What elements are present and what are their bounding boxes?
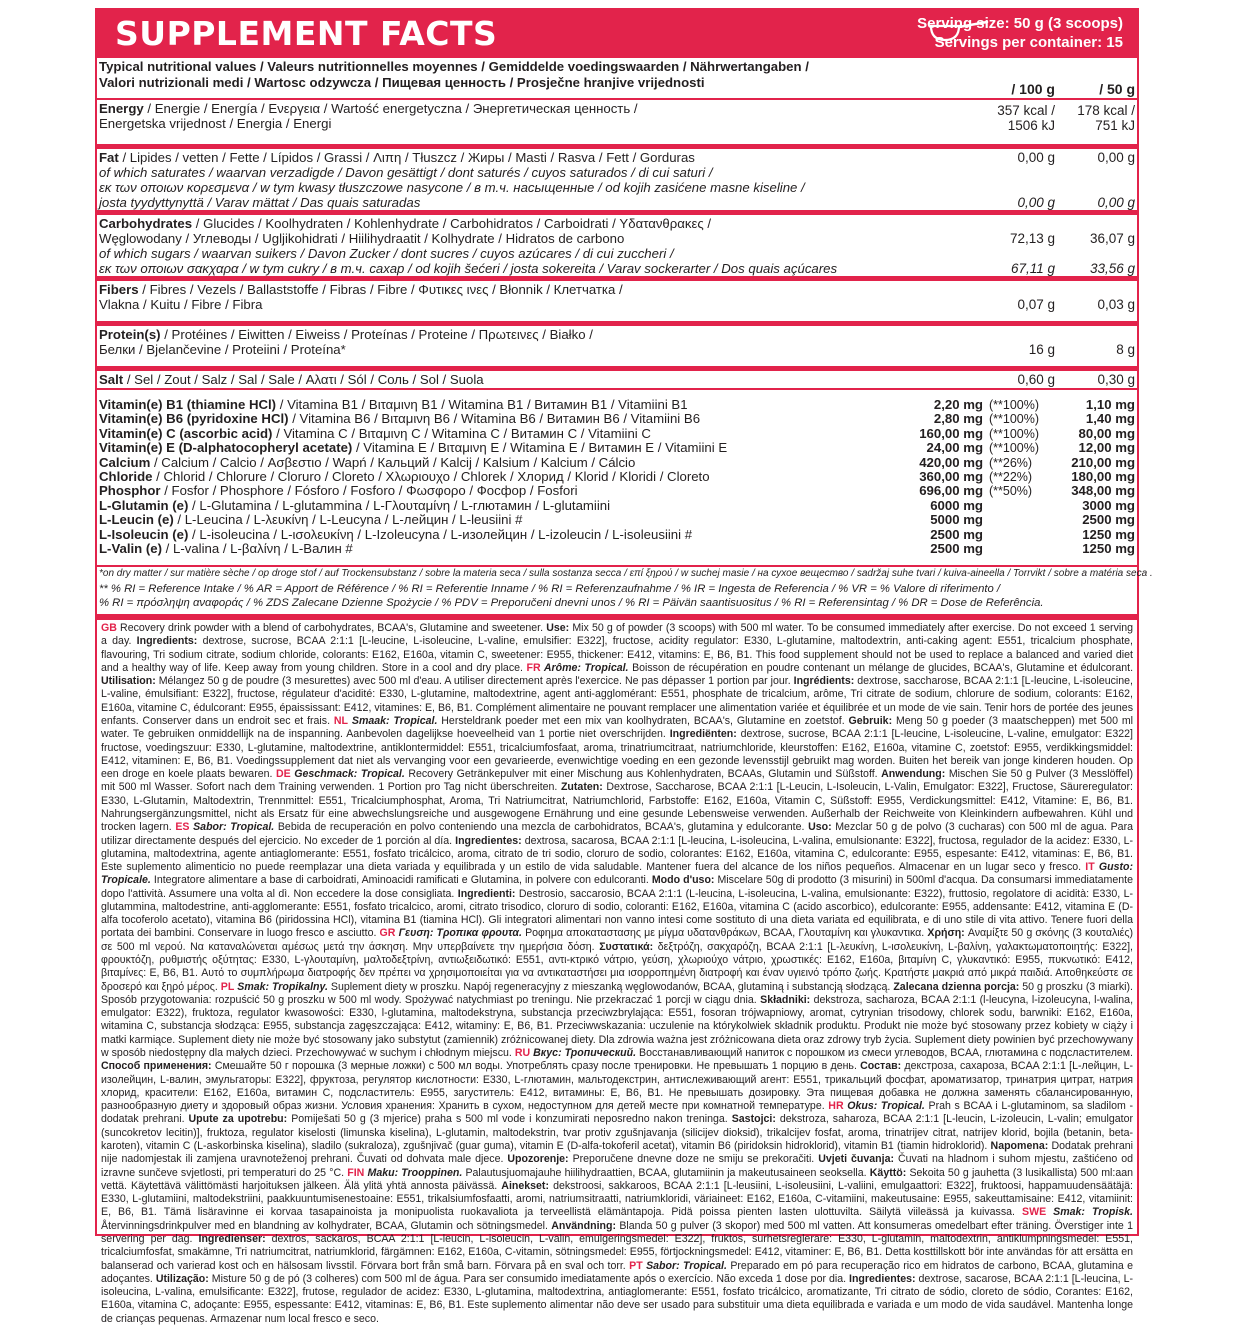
reference-intake: (**100%) bbox=[989, 426, 1040, 441]
flavour-label: Smaak: Tropical. bbox=[348, 714, 442, 727]
body-text: dekstroza, saharoza, BCAA 2:1:1 [L-leucin, L-izoleucin, L-valin; emulgator (suncokretov lecitin)], fruktoza, regulator kiselosti (limunska kiselina), L-glutamin, maltodekstrin, tvar protiv zgušnjavanja (silicijev dioksid), trikalcijev fosfat, aroma, trinatrijev citrat, natrijev klorid, bojila (betanin, beta-karoten), vitamin C (L-askorbinska kiselina), sladilo (sukraloza), zgušnjivač (guar guma), vitamin E (D-alfa-tokoferil acetat), vitamin B6 (piridoksin hidroklorid), vitamin B1 (tiamin hidroklorid). bbox=[101, 1113, 1133, 1152]
value-per-50g: 210,00 mg bbox=[1071, 454, 1135, 470]
value-per-50g: 36,07 g bbox=[1089, 231, 1135, 246]
vitamin-row bbox=[97, 499, 1137, 513]
nutrient-label: Fibers / Fibres / Vezels / Ballaststoffe / Fibras / Fibre / Φυτικες ινες / Błonnik / Клетчатка / Vlakna / Kuitu / Fibre / Fibra bbox=[99, 282, 623, 312]
vitamin-name: L-Valin (e) / L-valina / L-βαλίνη / L-Валин # bbox=[99, 540, 353, 556]
body-text: dextros, sackaros, BCAA 2:1:1 [L-leucin, L-isoleucin, L-valin, emulgeringsmedel: E322], fruktos, surhetsreglerare: E330, L-glutamin, maltodextrin, antiklumpningsmedel: E551, tricalciumfosfat, smakämne, Tri natriumcitrat, natriumklorid, färgämnen: E162, E160a, C-vitamin, sötningsmedel: E955, förtjockningsmedel: E412, vitaminer: E, B6, B1. Detta kosttillskott bör inte användas för att ersätta en balanserad och varierad kost och en hälsosam livsstil. Förvara bort från små barn. Förvara på en sval och torr. bbox=[101, 1232, 1133, 1272]
vitamin-name: Vitamin(e) B1 (thiamine HCl) / Vitamina B1 / Βιταμινη B1 / Witamina B1 / Витамин B1 / Vitamiini B1 bbox=[99, 397, 688, 412]
nutrient-label: Salt / Sel / Zout / Salz / Sal / Sale / Αλατι / Sól / Соль / Sol / Suola bbox=[99, 372, 484, 387]
dry-matter-note: *on dry matter / sur matière sèche / op droge stof / auf Trockensubstanz / sobre la materia seca / sulla sostanza secca / επί ξηρού / w suchej masie / на сухое вещество / sadržaj suhe tvari / kuiva-aineella / Torrvikt / sobre a matéria seca . bbox=[99, 568, 1153, 579]
column-header-label: Typical nutritional values / Valeurs nutritionnelles moyennes / Gemiddelde voedingswaarden / Nährwertangaben / Valori nutrizionali medi / Wartosc odzywcza / Пищевая ценность / Prosječne hranjive vrijednosti bbox=[99, 59, 809, 90]
value-per-100g: 2500 mg bbox=[930, 540, 983, 556]
language-code: ES bbox=[175, 821, 190, 834]
value-per-100g: 0,60 g bbox=[1017, 372, 1055, 387]
value-per-100g: 420,00 mg bbox=[919, 454, 983, 470]
value-per-50g: 0,30 g bbox=[1097, 372, 1135, 387]
language-code: SWE bbox=[1022, 1206, 1047, 1219]
language-code: GB bbox=[101, 622, 117, 634]
value-per-100g: 6000 mg bbox=[930, 497, 983, 513]
value-per-50g: 751 kJ bbox=[1095, 118, 1135, 133]
section-heading: Ingredientes: bbox=[455, 834, 525, 847]
section-heading: Uvjeti čuvanja: bbox=[818, 1153, 898, 1166]
nutrient-label: Energy / Energie / Energía / Ενεργεια / Wartość energetyczna / Энергетическая ценность / Energetska vrijednost / Energia / Energi bbox=[99, 101, 638, 131]
vitamin-row bbox=[97, 484, 1137, 498]
body-text: Αναμίξτε 50 g σκόνης (3 κουταλιές) σε 500 ml νερού. Να καταναλώνεται αμέσως μετά την άσκηση. Μην υπερβαίνετε την ημερήσια δόση. bbox=[101, 927, 1133, 953]
section-heading: Χρήση: bbox=[927, 927, 968, 940]
value-per-50g: 180,00 mg bbox=[1071, 468, 1135, 484]
body-text: Recovery drink powder with a blend of carbohydrates, BCAA's, Glutamine and sweetener. bbox=[120, 622, 547, 634]
section-heading: Användning: bbox=[551, 1219, 620, 1232]
value-per-50g: 0,00 g bbox=[1097, 150, 1135, 165]
value-per-50g: 80,00 mg bbox=[1078, 425, 1135, 441]
vitamin-row bbox=[97, 412, 1137, 426]
vitamin-row bbox=[97, 456, 1137, 470]
nutrient-row bbox=[97, 100, 1137, 144]
ingredients-text bbox=[97, 620, 1137, 1325]
body-text: Boisson de récupération en poudre contenant un mélange de glucides, BCAA's, Glutamine et édulcorant. bbox=[632, 661, 1134, 674]
nutrient-label: Protein(s) / Protéines / Eiwitten / Eiweiss / Proteínas / Proteine / Πρωτεινες / Białko / Белки / Bjelančevine / Proteiini / Proteína* bbox=[99, 327, 593, 357]
body-text: Sekoita 50 g jauhetta (3 lusikallista) 500 ml:aan vettä. Käytettävä välittömästi harjoituksen jälkeen. Älä ylitä yhtä annosta päivässä. bbox=[101, 1166, 1133, 1192]
per-100g-header: / 100 g bbox=[1011, 81, 1055, 97]
body-text: Dodatak prehrani nije nadomjestak ili zamjena uravnoteženoj prehrani. Čuvati od dohvata male djece. bbox=[101, 1139, 1133, 1166]
flavour-label: Gusto: Tropicale. bbox=[101, 861, 1133, 887]
body-text: Bebida de recuperación en polvo conteniendo una mezcla de carbohidratos, BCAA's, glutamina y edulcorante. bbox=[277, 821, 809, 834]
vitamin-row bbox=[97, 441, 1137, 455]
footnotes bbox=[97, 565, 1153, 614]
body-text: Recovery Getränkepulver mit einer Mischung aus Kohlenhydraten, BCAAs, Glutamin und Süßstoff. bbox=[408, 768, 882, 781]
serving-size: Serving size: 50 g (3 scoops) bbox=[917, 15, 1123, 32]
nutrient-row bbox=[97, 210, 1137, 276]
body-text: Meng 50 g poeder (3 maatscheppen) met 500 ml water. Te gebruiken onmiddellijk na de inspanning. Aanbevolen dagelijkse hoeveelheid van 1 portie niet overschrijden. bbox=[101, 714, 1134, 741]
per-50g-header: / 50 g bbox=[1099, 81, 1135, 97]
section-heading: Ingredienti: bbox=[457, 887, 519, 900]
nutrient-label: Carbohydrates / Glucides / Koolhydraten / Kohlenhydrate / Carbohidratos / Carboidrati / Υδατανθρακες / Węglowodany / Углеводы / Ugljikohidrati / Hiilihydraatit / Kolhydrate / Hidratos de carbono of which sugars / waarvan suikers / Davon Zucker / dont sucres / cuyos azúcares / di cui zuccheri / εκ των οποιων σακχαρα / w tym cukry / в т.ч. сахар / od kojih šećeri / josta sokereita / Varav sockerarter / Dos quais açúcares bbox=[99, 216, 838, 276]
language-code: FR bbox=[526, 661, 541, 674]
value-per-100g: 0,00 g bbox=[1017, 150, 1055, 165]
value-per-100g: 357 kcal / bbox=[997, 103, 1055, 118]
value-per-50g: 1250 mg bbox=[1082, 540, 1135, 556]
body-text: декстроза, сахароза, BCAA 2:1:1 [L-лейцин, L-изолейцин, L-валин, эмульгаторы: E322], фруктоза, регулятор кислотности: E330, L-глютамин, мальтодекстрин, антислеживающий агент: E551, трикальций фосфат, ароматизатор, тринатрия цитрат, натрия хлорид, красители: E162, E160a, витамин C, подсластитель: E955, загуститель: E412, витамины: E, B6, B1. Не превышать дозировку. Эта пищевая добавка не должна заменять сбалансированную, разнообразную диету и здоровый образ жизни. Условия хранения: Хранить в сухом, недоступном для детей месте при комнатной температуре. bbox=[101, 1060, 1133, 1113]
reference-intake: (**100%) bbox=[989, 412, 1040, 427]
section-heading: Ingrédients: bbox=[793, 675, 858, 688]
reference-intake-note-1: ** % RI = Reference Intake / % AR = Apport de Référence / % RI = Referentie Inname / % RI = Referenzaufnahme / % IR = Ingesta de Referencia / % VR = % Valore di riferimento / bbox=[99, 582, 1001, 595]
page-title: SUPPLEMENT FACTS bbox=[115, 14, 498, 53]
vitamin-name: Vitamin(e) E (D-alphatocopheryl acetate) / Vitamina E / Βιταμινη E / Witamina E / Витамин E / Vitamiini E bbox=[99, 440, 728, 456]
body-text: Prah s BCAA i L-glutaminom, sa sladilom - dodatak prehrani. bbox=[101, 1100, 1133, 1126]
value-per-50g: 33,56 g bbox=[1089, 261, 1135, 276]
vitamin-name: L-Isoleucin (e) / L-isoleucina / L-ισολευκίνη / L-Izoleucyna / L-изолейцин / L-izoleucin / L-isoleusiini # bbox=[99, 526, 693, 542]
vitamin-name: Vitamin(e) C (ascorbic acid) / Vitamina C / Βιταμινη C / Witamina C / Витамин C / Vitamiini C bbox=[99, 425, 651, 441]
section-heading: Способ применения: bbox=[101, 1060, 215, 1073]
value-per-100g: 2,80 mg bbox=[933, 411, 983, 427]
body-text: Preparado em pó para recuperação rico em hidratos de carbono, BCAA, glutamina e adoçantes. bbox=[101, 1259, 1134, 1285]
vitamin-row bbox=[97, 513, 1137, 527]
body-text: Mezclar 50 g de polvo (3 cucharas) con 500 ml de agua. Para utilizar directamente después del ejercicio. No exceder de 1 porción al día. bbox=[101, 821, 1133, 847]
vitamin-name: Calcium / Calcium / Calcio / Ασβεστιο / Wapń / Кальций / Kalcij / Kalsium / Kalcium / Cálcio bbox=[99, 454, 636, 470]
section-heading: Uso: bbox=[808, 821, 836, 834]
body-text: δεξτρόζη, σακχαρόζη, BCAA 2:1:1 [L-λευκίνη, L-ισολευκίνη, L-βαλίνη, γαλακτωματοποιητής: E322], φρουκτόζη, ρυθμιστής οξύτητας: E330, L-γλουταμίνη, μαλτοδεξτρίνη, αντιωξειδωτικό: E551, αντι-κτρικό νάτριο, γεύση, χλωριούχο νάτριο, χρωστικές: E162, E160a, βιταμίνη C, γλυκαντικό: E955, πυκνωτικό: E412, βιταμίνες: E, B6, B1. Αυτό το συμπλήρωμα διατροφής δεν πρέπει να χρησιμοποιείται για να αντικαταστήσει μια ισορροπημένη διατροφή και έναν υγιεινό τρόπο ζωής. Κρατήστε μακριά από μικρά παιδιά. Αποθηκεύστε σε δροσερό και ξηρό μέρος. bbox=[101, 940, 1133, 993]
value-per-100g: 360,00 mg bbox=[919, 468, 983, 484]
value-per-100g: 16 g bbox=[1028, 342, 1055, 357]
section-heading: Ingredientes: bbox=[849, 1272, 919, 1285]
reference-intake: (**100%) bbox=[989, 441, 1040, 456]
body-text: Mix 50 g of powder (3 scoops) with 500 ml water. To be consumed immediately after exercise. Do not exceed 1 serving a day. bbox=[101, 622, 1134, 648]
value-per-100g: 2500 mg bbox=[930, 526, 983, 542]
value-per-100g: 5000 mg bbox=[930, 512, 983, 528]
vitamin-name: Vitamin(e) B6 (pyridoxine HCl) / Vitamina B6 / Βιταμινη B6 / Witamina B6 / Витамин B6 / Vitamiini B6 bbox=[99, 411, 701, 427]
body-text: Integratore alimentare a base di carboidrati, Aminoacidi ramificati e Glutamina, in polvere con edulcoranti. bbox=[153, 874, 652, 887]
supplement-facts-label bbox=[95, 8, 1153, 1325]
vitamin-name: Phosphor / Fosfor / Phosphore / Fósforo / Fosforo / Φωσφορο / Фосфор / Fosfori bbox=[99, 483, 578, 499]
vitamin-table bbox=[97, 388, 1137, 565]
body-text: Восстанавливающий напиток с порошком из смеси углеводов, BCAA, глютамина с подсластителем. bbox=[639, 1047, 1133, 1059]
body-text: 50 g proszku (3 miarki). Sposób przygotowania: rozpuścić 50 g proszku w 500 ml wody. Spożywać natychmiast po treningu. Nie przekraczać 1 porcji w ciągu dnia. bbox=[101, 980, 1133, 1006]
flavour-label: Sabor: Tropical. bbox=[189, 821, 278, 834]
section-heading: Ainekset: bbox=[501, 1179, 554, 1192]
nutrient-label: Fat / Lipides / vetten / Fette / Lípidos / Grassi / Λιπη / Tłuszcz / Жиры / Masti / Rasva / Fett / Gorduras of which saturates / waarvan verzadigde / Davon gesättigt / dont saturés / cuyos saturados / di cui saturi / εκ των οποιων κορεσμενα / w tym kwasy tłuszczowe nasycone / в т.ч. насыщенные / od kojih zasićene masne kiseline / josta tyydyttynyttä / Varav mättat / Das quais saturadas bbox=[99, 150, 805, 210]
section-heading: Ingredienser: bbox=[198, 1232, 272, 1245]
section-heading: Gebruik: bbox=[848, 714, 896, 727]
vitamin-name: Chloride / Chlorid / Chlorure / Cloruro / Cloreto / Χλωριουχο / Chlorek / Хлорид / Klorid / Kloridi / Cloreto bbox=[99, 468, 710, 484]
body-text: Suplement diety w proszku. Napój regeneracyjny z mieszanką węglowodanów, BCAA, glutaminą i substancją słodzącą. bbox=[330, 980, 894, 993]
body-text: dekstroosi, sakkaroos, BCAA 2:1:1 [L-leusiini, L-isoleusiini, L-valiini, emulgaattori: E322], fruktoosi, happamuudensäätäjä: E330, L-glutamiini, maltodekstriini, paakkuuntumisenestoaine: E551, trikalsiumfosfaatti, aromi, natriumsitraatti, natriumkloridi, väriaineet: E162, E160a, C-vitamiini, makeutusaine: E955, sakeuttamisaine: E412, vitamiinit: E, B6, B1. Tämä lisäravinne ei korvaa tasapainoista ja monipuolista ruokavaliota ja terveellistä elämäntapoja. Pidä poissa pienten lasten ulottuvilta. Säilytä viileässä ja kuivassa. bbox=[101, 1179, 1133, 1219]
nutrient-row bbox=[97, 321, 1137, 366]
body-text: Смешайте 50 г порошка (3 мерные ложки) с 500 мл воды. Употреблять сразу после тренировки. Не превышать 1 порцию в день. bbox=[214, 1060, 861, 1073]
section-heading: Modo d'uso: bbox=[651, 874, 718, 887]
nutrient-row bbox=[97, 144, 1137, 210]
language-code: NL bbox=[333, 714, 349, 727]
value-per-50g: 8 g bbox=[1116, 342, 1135, 357]
column-header bbox=[97, 58, 1137, 100]
body-text: Miscelare 50g di prodotto (3 misurini) in 500ml d'acqua. Da consumarsi immediatamente dopo l'attività. Assumere una volta al dì. Non eccedere la dose consigliata. bbox=[101, 874, 1134, 900]
flavour-label: Arôme: Tropical. bbox=[540, 661, 633, 674]
section-heading: Use: bbox=[546, 622, 573, 634]
value-per-50g: 1,10 mg bbox=[1085, 397, 1135, 412]
flavour-label: Okus: Tropical. bbox=[843, 1100, 929, 1113]
flavour-label: Geschmack: Tropical. bbox=[290, 768, 409, 781]
flavour-label: Sabor: Tropical. bbox=[642, 1259, 731, 1272]
body-text: Palautusjuomajauhe hiilihydraattien, BCAA, glutamiinin ja makeutusaineen seoksella. bbox=[465, 1166, 870, 1179]
value-per-100g: 67,11 g bbox=[1010, 261, 1055, 276]
value-per-50g: 12,00 mg bbox=[1078, 440, 1135, 456]
value-per-100g: 0,00 g bbox=[1017, 195, 1055, 210]
body-text: Blanda 50 g pulver (3 skopor) med 500 ml vatten. Att konsumeras omedelbart efter träning. Överstiger inte 1 servering per dag. bbox=[101, 1219, 1134, 1245]
section-heading: Zutaten: bbox=[560, 781, 607, 794]
value-per-100g: 0,07 g bbox=[1017, 297, 1055, 312]
vitamin-row bbox=[97, 528, 1137, 542]
body-text: Čuvati na hladnom i suhom mjestu, zaštićeno od izravne sunčeve svjetlosti, pri temperaturi do 25 °C. bbox=[101, 1153, 1134, 1179]
section-heading: Napomena: bbox=[990, 1139, 1052, 1152]
body-text: Misture 50 g de pó (3 colheres) com 500 ml de água. Para ser consumido imediatamente após o exercício. Não exceda 1 dose por dia. bbox=[211, 1272, 850, 1285]
body-text: Hersteldrank poeder met een mix van koolhydraten, BCAA's, Glutamine en zoetstof. bbox=[441, 714, 849, 727]
value-per-100g: 72,13 g bbox=[1009, 231, 1055, 246]
section-heading: Zalecana dzienna porcja: bbox=[893, 980, 1023, 993]
value-per-100g: 2,20 mg bbox=[933, 397, 983, 412]
body-text: Pomiješati 50 g (3 mjerice) praha s 500 ml vode i konzumirati neposredno nakon treninga. bbox=[291, 1113, 732, 1126]
language-code: FIN bbox=[347, 1166, 365, 1179]
language-code: HR bbox=[828, 1100, 844, 1113]
nutrient-table bbox=[97, 100, 1137, 388]
reference-intake: (**50%) bbox=[989, 484, 1033, 499]
section-heading: Upute za upotrebu: bbox=[188, 1113, 292, 1126]
body-text: Preporučene dnevne doze ne smiju se prekoračiti. bbox=[572, 1153, 819, 1166]
value-per-50g: 178 kcal / bbox=[1077, 103, 1135, 118]
section-heading: Anwendung: bbox=[881, 768, 949, 781]
language-code: GR bbox=[379, 927, 396, 940]
body-text: dextrose, saccharose, BCAA 2:1:1 [L-leucine, L-isoleucine, L-valine, émulsifiant: E322], fructose, régulateur d'acidité: E330, L-glutamine, maltodextrine, agent anti-agglomérant: E551, phosphate de tricalcium, arôme, Tri citrate de sodium, chlorure de sodium, colorants: E162, E160a, vitamine C, édulcorant: E955, épaississant: E412, vitamines: E, B6, B1. Complément alimentaire ne pouvant remplacer une alimentation variée et équilibrée et un mode de vie sain. Tenir hors de portée des jeunes enfants. Conserver dans un endroit sec et frais. bbox=[101, 675, 1133, 727]
body-text: Dextrose, Saccharose, BCAA 2:1:1 [L-Leucin, L-Isoleucin, L-Valin, Emulgator: E322], Fructose, Säureregulator: E330, L-Glutamin, Maltodextrin, Trennmittel: E551, Tricalciumphosphat, Aroma, Tri Natriumcitrat, Natriumchlorid, Farbstoffe: E162, E160a, Vitamin C, Süßstoff: E955, Verdickungsmittel: E412, Vitamine: E, B6, B1. Nahrungsergänzungsmittel, nicht als Ersatz für eine abwechslungsreiche und ausgewogene Ernährung und eine gesunde Lebensweise verwenden. Außerhalb der Reichweite von Kleinkindern aufbewahren. Kühl und trocken lagern. bbox=[101, 781, 1133, 834]
body-text: Mischen Sie 50 g Pulver (3 Messlöffel) mit 500 ml Wasser. Sofort nach dem Training verwenden. 1 Portion pro Tag nicht überschreiten. bbox=[101, 768, 1134, 794]
body-text: dextrose, sucrose, BCAA 2:1:1 [L-leucine, L-isoleucine, L-valine, emulsifier: E322], fructose, acidity regulator: E330, L-glutamine, maltodextrin, anti-caking agent: E551, tricalcium phosphate, flavouring, Tri sodium citrate, sodium chloride, colorants: E162, E160a, vitamin C, sweetener: E955, thickener: E412, vitamins: E, B6, B1. This food supplement should not be used to replace a balanced and varied diet and a healthy way of life. Keep away from young children. Store in a cool and dry place. bbox=[101, 635, 1134, 674]
section-heading: Sastojci: bbox=[731, 1113, 780, 1126]
value-per-100g: 1506 kJ bbox=[1007, 118, 1055, 133]
section-heading: Ingrediënten: bbox=[669, 728, 741, 741]
section-heading: Upozorenje: bbox=[507, 1153, 573, 1166]
value-per-50g: 0,03 g bbox=[1097, 297, 1135, 312]
value-per-50g: 3000 mg bbox=[1082, 497, 1135, 513]
vitamin-row bbox=[97, 398, 1137, 412]
value-per-50g: 348,00 mg bbox=[1071, 483, 1135, 499]
value-per-50g: 2500 mg bbox=[1082, 512, 1135, 528]
body-text: Återvinningsdrinkpulver med en blandning av kolhydrater, BCAA, Glutamin och sötningsmedel. bbox=[101, 1219, 552, 1232]
language-code: RU bbox=[514, 1047, 531, 1059]
vitamin-row bbox=[97, 542, 1137, 556]
language-code: PT bbox=[629, 1259, 643, 1272]
section-heading: Συστατικά: bbox=[599, 940, 658, 953]
body-text: dextrose, sacarose, BCAA 2:1:1 [L-leucina, L-isoleucina, L-valina, emulsificante: E322], frutose, regulador de acidez: E330, L-glutamina, maltodextrina, antiaglomerante: E551, fosfato tricálcico, aromatizante, Tri citrato de sódio, cloreto de sódio, Corantes: E162, E160a, vitamina C, adoçante: E955, espessante: E412, vitaminas: E, B6, B1. Este suplemento alimentar não deve ser usado para substituir uma dieta equilibrada e variada e um modo de vida saudável. Mantenha longe de crianças pequenas. Armazenar num local fresco e seco. bbox=[101, 1272, 1133, 1325]
value-per-50g: 1250 mg bbox=[1082, 526, 1135, 542]
body-text: dextrose, sucrose, BCAA 2:1:1 [L-leucine, L-isoleucine, L-valine, emulgator: E322] fructose, voedingszuur: E330, L-glutamine, maltodextrine, antiklontermiddel: E551, tricalciumfosfaat, aroma, trinatriumcitraat, natriumchloride, kleurstoffen: E162, E160a, vitamine C, zoetstof: E955, verdikkingsmiddel: E412, vitaminen: E, B6, B1. Voedingssupplement dat niet als vervanging voor een gevarieerde, evenwichtige voeding en een gezonde levensstijl gebruikt mag worden. Buiten het bereik van jonge kinderen houden. Op een droge en koele plaats bewaren. bbox=[101, 728, 1133, 781]
reference-intake: (**100%) bbox=[989, 398, 1040, 412]
value-per-100g: 24,00 mg bbox=[926, 440, 983, 456]
body-text: dekstroza, sacharoza, BCAA 2:1:1 (l-leucyna, l-izoleucyna, l-walina, emulgator: E322), fruktoza, regulator kwasowości: E330, l-glutamina, maltodekstryna, substancja przeciwzbrylająca: E551, fosoran trójwapniowy, aromat, cytrynian trisodowy, chlorek sodu, barwniki: E162, E160a, witamina C, substancja słodząca: E955, substancja zagęszczająca: E412, witaminy: E, B6, B1. Przeciwwskazania: uczulenie na którykolwiek składnik produktu. Produkt nie może być stosowany przez kobiety w ciąży i matki karmiące. Suplement diety nie może być stosowany jako substytut (zamiennik) zróżnicowanej diety. Dla zdrowia ważna jest zróżnicowana dieta oraz zdrowy tryb życia. Suplement diety powinien być przechowywany w sposób niedostępny dla małych dzieci. Przechowywać w suchym i chłodnym miejscu. bbox=[101, 993, 1134, 1059]
section-heading: Käyttö: bbox=[869, 1166, 910, 1179]
reference-intake: (**26%) bbox=[989, 455, 1033, 470]
section-heading: Utilisation: bbox=[101, 675, 159, 688]
body-text: Ροφημα αποκαταστασης με μίγμα υδατανθράκων, BCAA, Γλουταμίνη και γλυκαντικα. bbox=[525, 927, 928, 940]
label-header bbox=[97, 10, 1137, 58]
value-per-100g: 696,00 mg bbox=[919, 483, 983, 499]
servings-per-container: Servings per container: 15 bbox=[934, 34, 1123, 51]
flavour-label: Вкус: Тропический. bbox=[530, 1047, 640, 1059]
serving-info bbox=[917, 14, 1123, 52]
flavour-label: Smak: Tropisk. bbox=[1046, 1206, 1133, 1219]
vitamin-row bbox=[97, 427, 1137, 441]
value-per-50g: 0,00 g bbox=[1097, 195, 1135, 210]
flavour-label: Γευση: Τροπικα φρουτα. bbox=[395, 927, 526, 940]
vitamin-row bbox=[97, 470, 1137, 484]
section-heading: Состав: bbox=[860, 1060, 905, 1073]
language-code: IT bbox=[1085, 861, 1095, 874]
value-per-100g: 160,00 mg bbox=[919, 425, 983, 441]
nutrient-row bbox=[97, 276, 1137, 321]
section-heading: Ingredients: bbox=[136, 635, 203, 648]
body-text: dextrosa, sacarosa, BCAA 2:1:1 [L-leucina, L-isoleucina, L-valina, emulsionante: E322], fructosa, regulador de la acidez: E330, L-glutamina, maltodextrina, agente antiaglomerante: E551, fosfato tricálcico, aroma, citrato de tri sodio, cloruro de sodio, colorantes: E162, E160a, vitamina C, edulcorante: E955, espesante: E412, vitaminas: E, B6, B1. Este suplemento alimenticio no puede reemplazar una dieta variada y equilibrada y un estilo de vida saludable. Mantener fuera del alcance de los niños pequeños. Almacenar en un lugar seco y fresco. bbox=[101, 834, 1133, 874]
body-text: Mélangez 50 g de poudre (3 mesurettes) avec 500 ml d'eau. A utiliser directement après l'exercice. Ne pas dépasser 1 portion par jour. bbox=[158, 675, 794, 688]
reference-intake: (**22%) bbox=[989, 469, 1033, 484]
flavour-label: Smak: Tropikalny. bbox=[234, 980, 331, 993]
vitamin-name: L-Leucin (e) / L-Leucina / L-λευκίνη / L-Leucyna / L-лейцин / L-leusiini # bbox=[99, 512, 523, 528]
section-heading: Utilização: bbox=[155, 1272, 212, 1285]
section-heading: Składniki: bbox=[760, 993, 814, 1006]
language-code: PL bbox=[220, 980, 235, 993]
language-code: DE bbox=[276, 768, 291, 781]
nutrient-row bbox=[97, 366, 1137, 388]
vitamin-name: L-Glutamin (e) / L-Glutamina / L-glutammina / L-Γλουταμίνη / L-глютамин / L-glutamiini bbox=[99, 497, 611, 513]
flavour-label: Maku: Trooppinen. bbox=[364, 1166, 466, 1179]
reference-intake-note-2: % RI = πρόσληψη αναφοράς / % ZDS Zalecane Dzienne Spożycie / % PDV = Preporučeni dnevni unos / % RI = Päivän saantisuositus / % RI = Referensintag / % DR = Dose de Referência. bbox=[99, 597, 1044, 609]
value-per-50g: 1,40 mg bbox=[1085, 411, 1135, 427]
body-text: Destrosio, saccarosio, BCAA 2:1:1 (L-leucina, L-isoleucina, L-valina, emulsionante: E322), fruttosio, regolatore di acidità: E330, L-glutammina, maltodestrine, anti-agglomerante: E551, fosfato tricalcico, aromi, citrato trisodico, cloruro di sodio, coloranti: E162, E160a, vitamina C (acido ascorbico), edulcorante: E955, addensante: E412, vitamina E (D-alfa tocoferolo acetato), vitamina B6 (piridossina HCl), vitamina B1 (tiamina HCl). Gli integratori alimentari non vanno intesi come sostituto di una dieta variata ed equilibrata, e di uno stile di vita attivo. Tenere fuori della portata dei bambini. Conservare in luogo fresco e asciutto. bbox=[101, 887, 1134, 940]
